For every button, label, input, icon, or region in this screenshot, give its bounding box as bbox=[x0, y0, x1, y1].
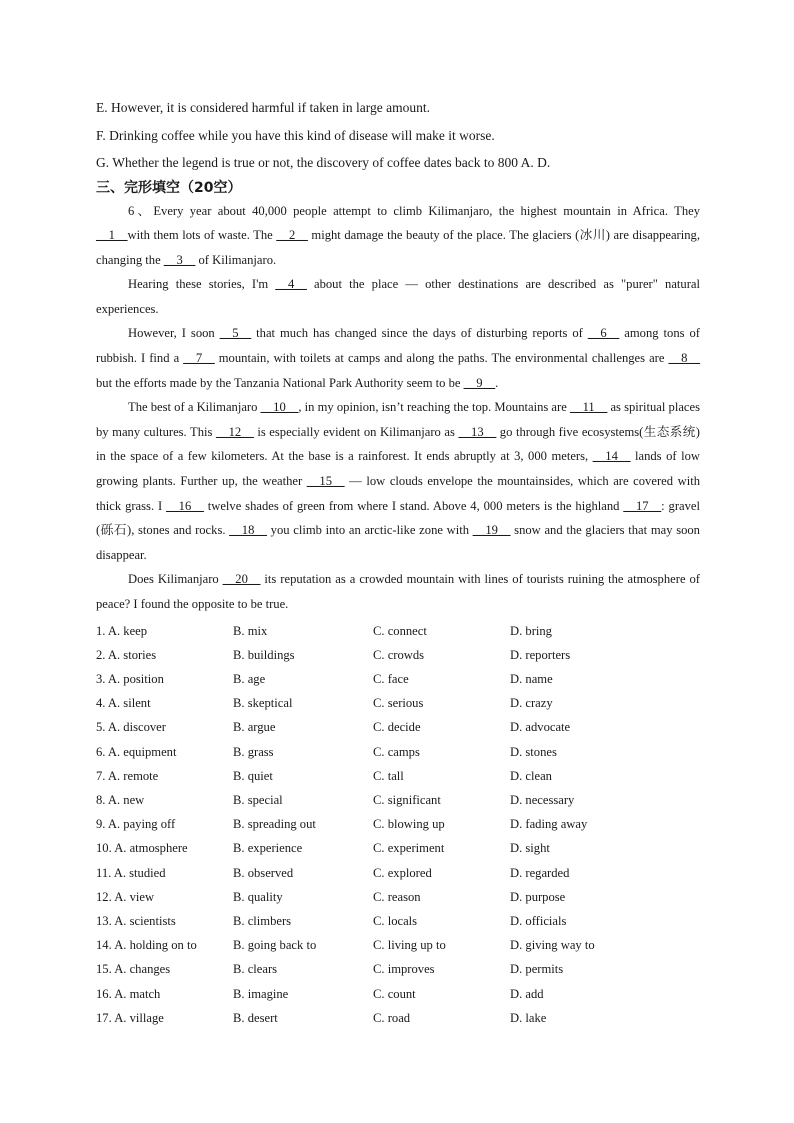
choice-option: C. living up to bbox=[373, 938, 446, 953]
choice-option: B. argue bbox=[233, 720, 276, 735]
choice-option: D. sight bbox=[510, 841, 550, 856]
blank-11: __11__ bbox=[569, 400, 608, 415]
choice-option: C. connect bbox=[373, 623, 427, 638]
choice-option: C. crowds bbox=[373, 647, 425, 662]
answer-choices bbox=[96, 619, 700, 1030]
text: However, I soon bbox=[128, 326, 220, 341]
option-f: F. Drinking coffee while you have this kind of disease will make it worse. bbox=[96, 127, 495, 143]
section-title: 三、完形填空（20空） bbox=[96, 179, 242, 196]
choice-option: D. purpose bbox=[510, 889, 566, 904]
blank-19: __19__ bbox=[472, 523, 511, 538]
choice-option: B. imagine bbox=[233, 986, 289, 1001]
choice-option: C. serious bbox=[373, 696, 424, 711]
choice-option: 12. A. view bbox=[96, 889, 155, 904]
choice-row-4 bbox=[96, 691, 700, 715]
blank-17: __17__ bbox=[623, 498, 662, 513]
paragraph-4 bbox=[96, 395, 700, 567]
text: about the place — other destinations are described as "purer" natural experiences. bbox=[96, 277, 700, 316]
choice-row-3 bbox=[96, 667, 700, 691]
text: of Kilimanjaro. bbox=[195, 252, 277, 267]
text: among tons of rubbish. I find a bbox=[96, 326, 700, 366]
text: — low clouds envelope the mountainsides, which are covered with thick grass. I bbox=[96, 474, 700, 513]
blank-16: __16__ bbox=[166, 498, 204, 513]
choice-option: B. quiet bbox=[233, 768, 273, 783]
blank-20: __20__ bbox=[222, 572, 261, 587]
text: that much has changed since the days of disturbing reports of bbox=[251, 326, 588, 341]
choice-row-1 bbox=[96, 619, 700, 643]
choice-row-16 bbox=[96, 982, 700, 1006]
choice-option: B. desert bbox=[233, 1010, 278, 1025]
blank-6: __6__ bbox=[587, 326, 620, 341]
blank-9: __9__ bbox=[463, 375, 496, 390]
choice-row-12 bbox=[96, 885, 700, 909]
text: , in my opinion, isn’t reaching the top. Mountains are bbox=[298, 400, 570, 415]
choice-option: C. blowing up bbox=[373, 817, 445, 832]
text: . bbox=[495, 375, 499, 390]
choice-option: D. lake bbox=[510, 1010, 547, 1025]
choice-option: D. fading away bbox=[510, 817, 588, 832]
choice-option: D. necessary bbox=[510, 793, 575, 808]
choice-row-11 bbox=[96, 861, 700, 885]
choice-option: C. locals bbox=[373, 914, 418, 929]
choice-option: 6. A. equipment bbox=[96, 744, 177, 759]
paragraph-3 bbox=[96, 321, 700, 395]
choice-option: D. permits bbox=[510, 962, 564, 977]
cloze-passage bbox=[96, 199, 700, 617]
choice-option: 7. A. remote bbox=[96, 768, 159, 783]
choice-option: D. stones bbox=[510, 744, 557, 759]
text: with them lots of waste. The bbox=[127, 228, 277, 243]
blank-1: __1__ bbox=[96, 228, 128, 243]
text: Does Kilimanjaro bbox=[128, 572, 223, 587]
choice-option: D. crazy bbox=[510, 696, 553, 711]
choice-option: B. spreading out bbox=[233, 817, 316, 832]
document-page bbox=[96, 94, 700, 1030]
choice-option: C. road bbox=[373, 1010, 411, 1025]
choice-option: B. climbers bbox=[233, 914, 292, 929]
choice-option: B. skeptical bbox=[233, 696, 293, 711]
choice-option: C. significant bbox=[373, 793, 441, 808]
blank-3: __3__ bbox=[163, 252, 196, 267]
choice-row-7 bbox=[96, 764, 700, 788]
text: : gravel (砾石), stones and rocks. bbox=[96, 498, 700, 538]
text: twelve shades of green from where I stand. Above 4, 000 meters is the highland bbox=[203, 498, 624, 513]
blank-18: __18__ bbox=[229, 523, 267, 538]
choice-option: C. improves bbox=[373, 962, 435, 977]
choice-row-14 bbox=[96, 933, 700, 957]
paragraph-5 bbox=[96, 567, 700, 616]
choice-row-5 bbox=[96, 715, 700, 739]
choice-row-6 bbox=[96, 740, 700, 764]
blank-2: __2__ bbox=[276, 228, 308, 243]
choice-option: B. buildings bbox=[233, 647, 295, 662]
choice-option: D. clean bbox=[510, 768, 552, 783]
choice-option: 10. A. atmosphere bbox=[96, 841, 188, 856]
blank-15: __15__ bbox=[306, 474, 345, 489]
choice-option: 8. A. new bbox=[96, 793, 145, 808]
option-e: E. However, it is considered harmful if taken in large amount. bbox=[96, 100, 430, 115]
choice-option: 2. A. stories bbox=[96, 647, 157, 662]
choice-option: 11. A. studied bbox=[96, 865, 166, 880]
choice-row-13 bbox=[96, 909, 700, 933]
blank-4: __4__ bbox=[275, 277, 307, 292]
choice-option: D. add bbox=[510, 986, 544, 1001]
choice-row-15 bbox=[96, 957, 700, 981]
text: its reputation as a crowded mountain with lines of tourists ruining the atmosphere of peace? I found the opposite to be true. bbox=[96, 572, 700, 611]
choice-option: B. going back to bbox=[233, 938, 317, 953]
choice-option: 13. A. scientists bbox=[96, 914, 176, 929]
text: The best of a Kilimanjaro bbox=[128, 400, 261, 415]
choice-option: C. decide bbox=[373, 720, 421, 735]
choice-option: B. clears bbox=[233, 962, 278, 977]
choice-option: C. camps bbox=[373, 744, 420, 759]
choice-option: 15. A. changes bbox=[96, 962, 171, 977]
choice-option: 3. A. position bbox=[96, 672, 164, 686]
choice-option: C. count bbox=[373, 986, 416, 1001]
choice-option: C. explored bbox=[373, 865, 432, 880]
choice-option: 17. A. village bbox=[96, 1010, 164, 1025]
choice-row-10 bbox=[96, 836, 700, 860]
choice-row-17 bbox=[96, 1006, 700, 1030]
text: 6、Every year about 40,000 people attempt to climb Kilimanjaro, the highest mountain in Africa. They bbox=[128, 203, 700, 218]
choice-option: B. special bbox=[233, 793, 283, 808]
choice-option: D. name bbox=[510, 672, 553, 686]
blank-13: __13__ bbox=[458, 424, 497, 439]
text: lands of low growing plants. Further up, the weather bbox=[96, 449, 700, 489]
text: is especially evident on Kilimanjaro as bbox=[253, 424, 459, 439]
choice-option: C. reason bbox=[373, 889, 421, 904]
choice-option: C. tall bbox=[373, 768, 404, 783]
choice-option: 9. A. paying off bbox=[96, 817, 176, 832]
text: snow and the glaciers that may soon disappear. bbox=[96, 523, 700, 562]
choice-option: C. face bbox=[373, 672, 409, 686]
choice-option: B. mix bbox=[233, 623, 268, 638]
blank-5: __5__ bbox=[219, 326, 252, 341]
blank-8: __8__ bbox=[668, 351, 700, 366]
choice-option: D. giving way to bbox=[510, 938, 595, 953]
text: Hearing these stories, I'm bbox=[128, 277, 276, 292]
choice-option: B. experience bbox=[233, 841, 303, 856]
blank-12: __12__ bbox=[216, 424, 254, 439]
choice-option: 4. A. silent bbox=[96, 696, 151, 711]
blank-14: __14__ bbox=[592, 449, 631, 464]
blank-10: __10__ bbox=[260, 400, 299, 415]
text: might damage the beauty of the place. The glaciers (冰川) are disappearing, changing the bbox=[96, 228, 700, 267]
choice-option: D. reporters bbox=[510, 647, 571, 662]
option-g: G. Whether the legend is true or not, the discovery of coffee dates back to 800 A. D. bbox=[96, 155, 551, 170]
choice-option: B. quality bbox=[233, 889, 283, 904]
choice-option: 1. A. keep bbox=[96, 623, 148, 638]
choice-option: B. observed bbox=[233, 865, 294, 880]
choice-option: D. advocate bbox=[510, 720, 571, 735]
choice-option: D. officials bbox=[510, 914, 567, 929]
choice-option: 16. A. match bbox=[96, 986, 161, 1001]
text: mountain, with toilets at camps and along the paths. The environmental challenges are bbox=[214, 351, 669, 366]
text: go through five ecosystems(生态系统) in the space of a few kilometers. At the base is a rainforest. It ends abruptly at 3, 000 meters, bbox=[96, 424, 701, 464]
choice-option: D. bring bbox=[510, 623, 552, 638]
paragraph-2 bbox=[96, 272, 700, 321]
choice-row-9 bbox=[96, 812, 700, 836]
choice-option: B. age bbox=[233, 672, 266, 686]
text: but the efforts made by the Tanzania National Park Authority seem to be bbox=[96, 375, 464, 390]
previous-options bbox=[96, 94, 700, 177]
choice-row-2 bbox=[96, 643, 700, 667]
choice-option: 5. A. discover bbox=[96, 720, 166, 735]
blank-7: __7__ bbox=[183, 351, 215, 366]
choice-option: D. regarded bbox=[510, 865, 570, 880]
paragraph-1 bbox=[96, 199, 700, 273]
text: as spiritual places by many cultures. This bbox=[96, 400, 700, 439]
choice-option: 14. A. holding on to bbox=[96, 938, 197, 953]
text: you climb into an arctic-like zone with bbox=[266, 523, 473, 538]
choice-row-8 bbox=[96, 788, 700, 812]
choice-option: C. experiment bbox=[373, 841, 445, 856]
choice-option: B. grass bbox=[233, 744, 274, 759]
